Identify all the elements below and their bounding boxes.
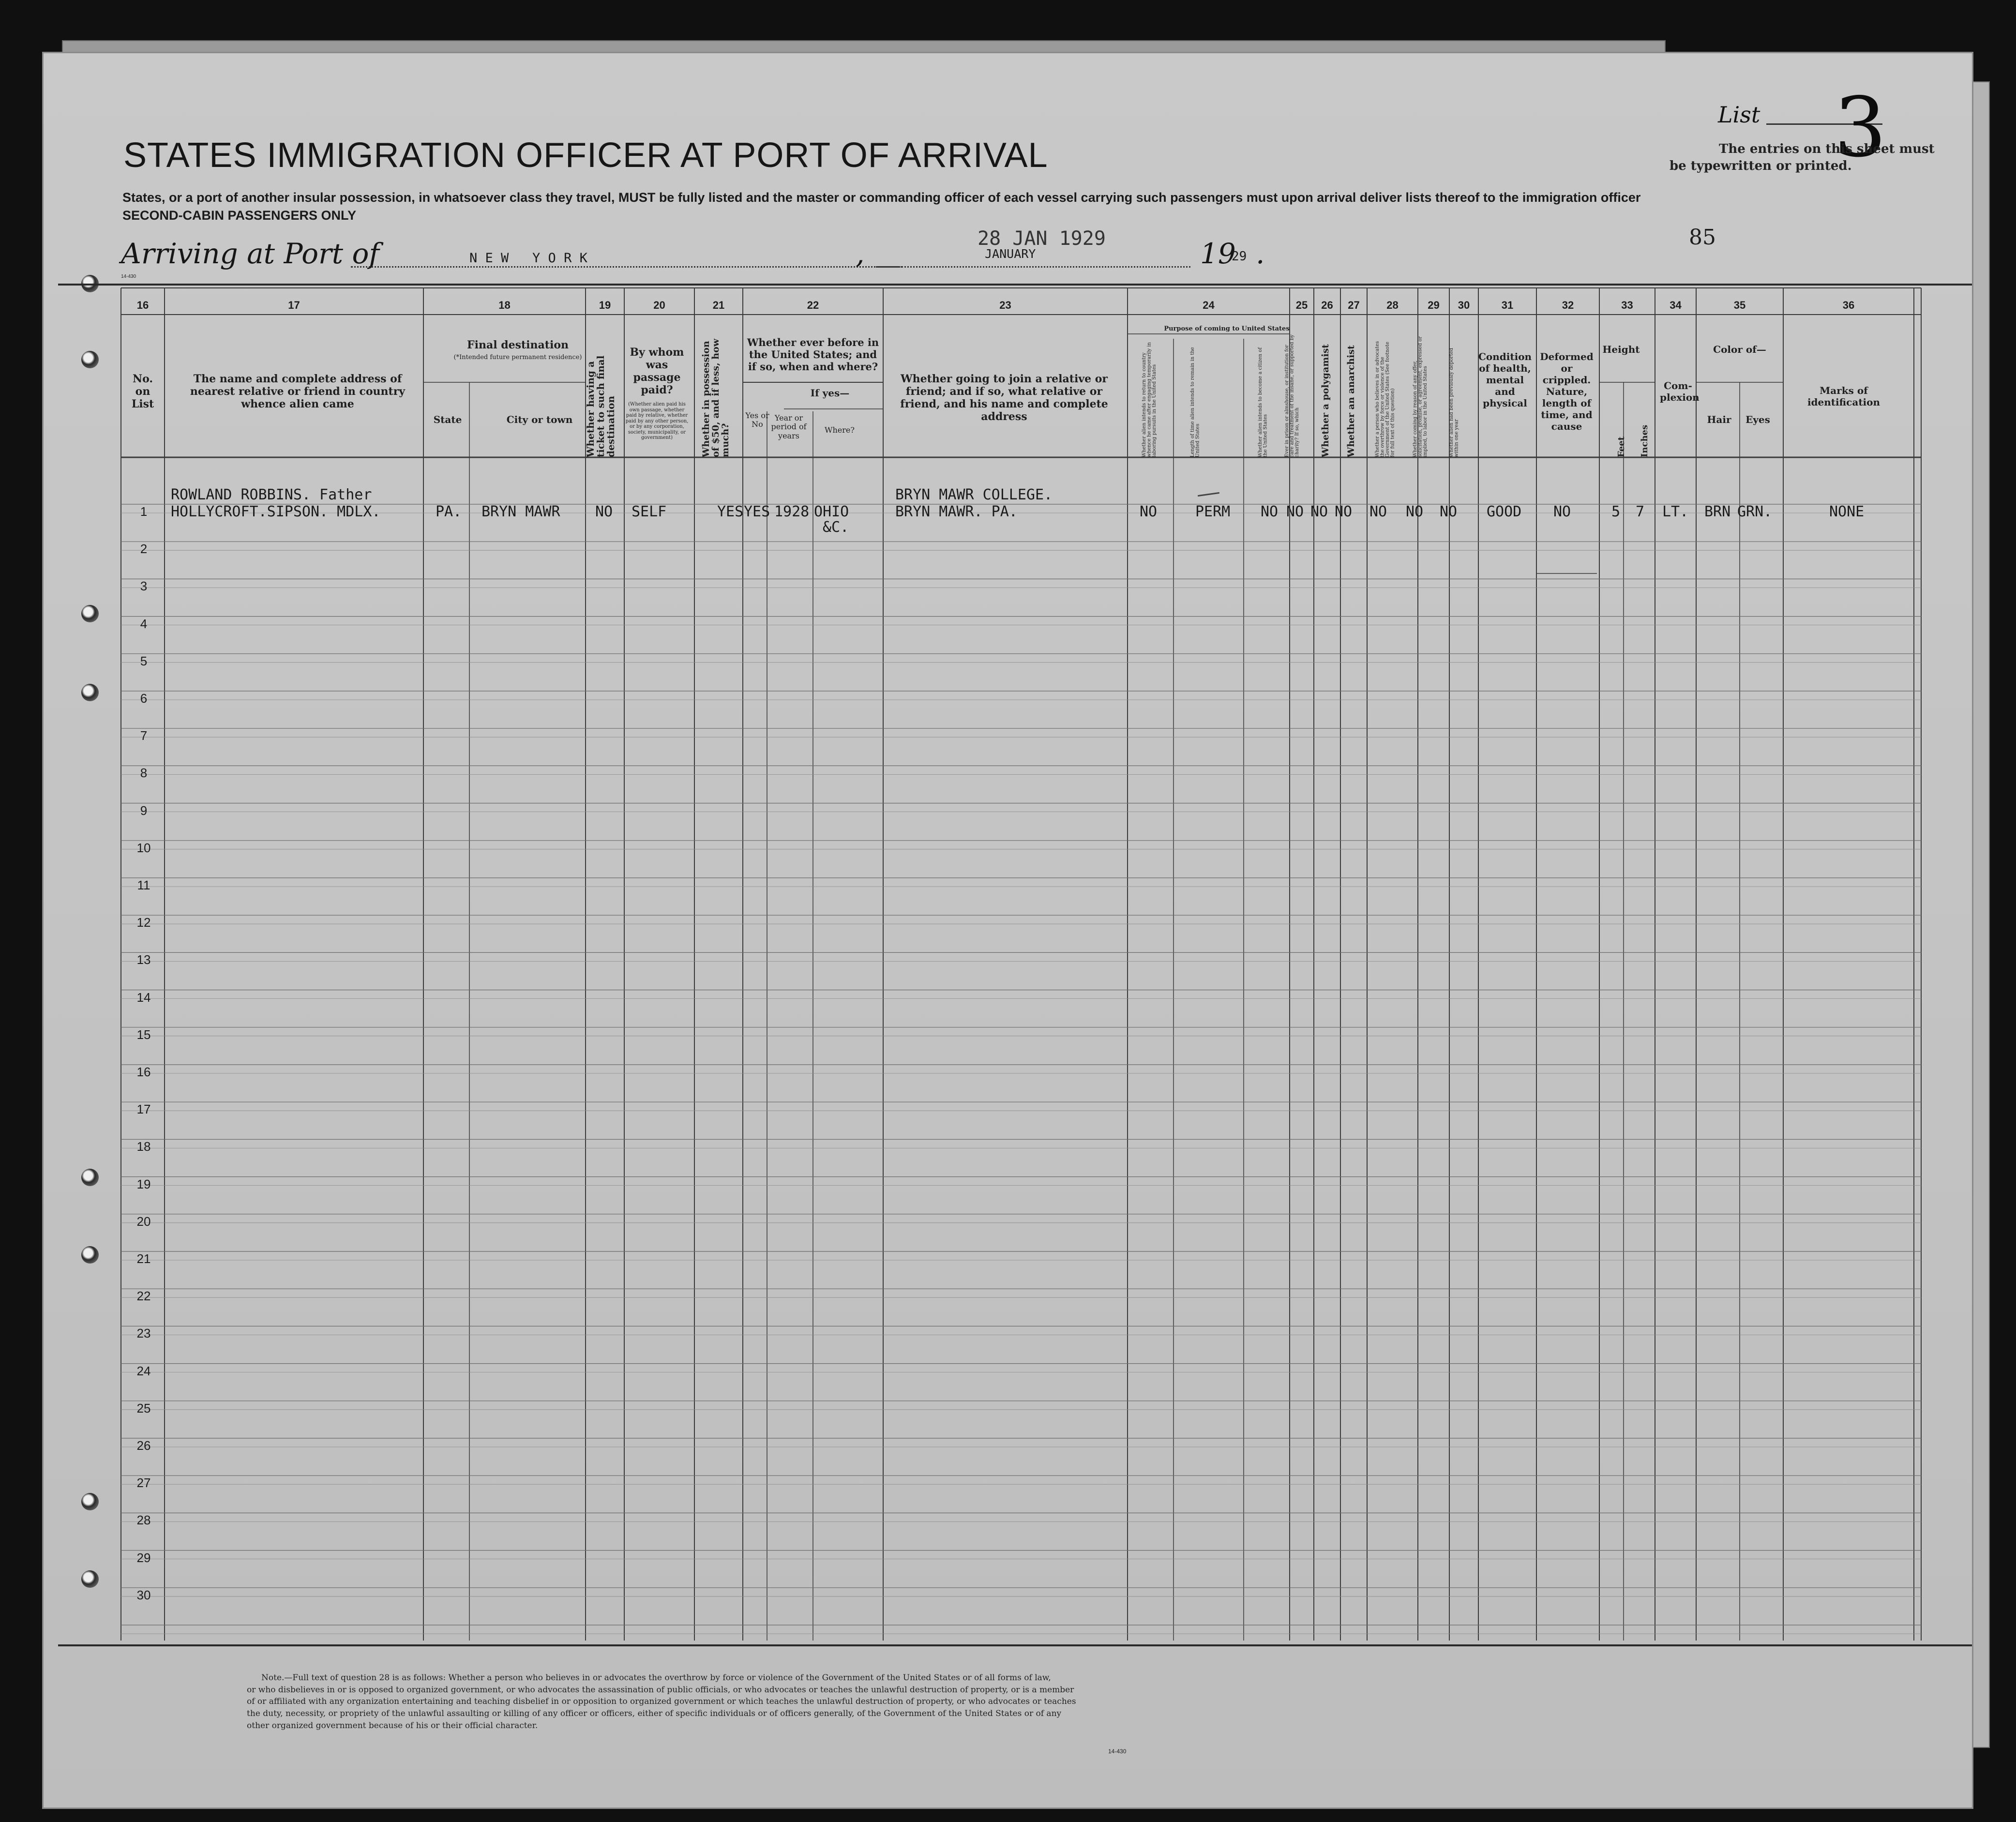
- complexion-value: LT.: [1662, 503, 1689, 520]
- column-number: 30: [1458, 299, 1470, 311]
- row-number: 24: [136, 1363, 151, 1378]
- footnote-line-5: other organized government because of his or their official character.: [247, 1720, 538, 1731]
- column-number: 19: [599, 299, 611, 311]
- header-col27: Whether an anarchist: [1346, 345, 1356, 457]
- footnote-line-3: of or affiliated with any organization entertaining and teaching disbelief in or opposition to organized government or which teaches the unlawful destruction of property, or who advocates or teaches: [247, 1697, 1076, 1707]
- column-number: 34: [1670, 299, 1682, 311]
- year-period: .: [1256, 237, 1265, 270]
- header-col24-b: Length of time alien intends to remain in the United States: [1190, 347, 1201, 457]
- hair-value: BRN: [1704, 503, 1731, 520]
- row-number: 20: [136, 1214, 151, 1229]
- row-number: 13: [136, 952, 151, 967]
- header-col22-year: Year or period of years: [771, 413, 807, 440]
- arriving-label: Arriving at Port of: [121, 237, 379, 270]
- column-number: 22: [807, 299, 819, 311]
- column-number: 26: [1321, 299, 1333, 311]
- header-col33-feet: Feet: [1616, 436, 1626, 457]
- marks-value: NONE: [1829, 503, 1865, 520]
- column-number: 33: [1621, 299, 1633, 311]
- column-number: 25: [1295, 299, 1308, 311]
- row-number: 3: [140, 579, 148, 594]
- list-number: 3: [1834, 80, 1887, 176]
- header-col33-inches: Inches: [1640, 424, 1650, 457]
- header-col35-hair: Hair: [1707, 414, 1731, 425]
- row-number: 15: [136, 1027, 151, 1042]
- column-number: 18: [498, 299, 511, 311]
- manifest-grid: [44, 53, 1972, 1807]
- port-name: N E W Y O R K: [469, 251, 587, 266]
- row-number: 21: [136, 1251, 151, 1266]
- header-col35-eyes: Eyes: [1745, 414, 1770, 425]
- money-value: YES: [717, 503, 744, 520]
- column-number: 29: [1428, 299, 1440, 311]
- before-where-line-2: &C.: [823, 519, 849, 536]
- row-number: 26: [136, 1438, 151, 1453]
- row-number: 6: [140, 691, 148, 706]
- form-subtitle: States, or a port of another insular possession, in whatsoever class they travel, MUST be fully listed and the master or commanding officer of each vessel carrying such passengers must upon arrival deliver lists thereof to the immigration officer: [122, 190, 1641, 205]
- row-number: 1: [140, 504, 148, 519]
- header-col29: Whether coming by reason of any offer, solicitation, promise, or agreement, expressed or implied, to labor in the United States: [1413, 336, 1428, 457]
- joining-line-2: BRYN MAWR. PA.: [895, 503, 1018, 520]
- row-number: 12: [136, 915, 151, 930]
- overthrow-value: NO: [1369, 503, 1387, 520]
- header-col22-head: Whether ever before in the United States; and if so, when and where?: [747, 336, 879, 373]
- header-col24-head: Purpose of coming to United States: [1164, 325, 1290, 332]
- row-number: 19: [136, 1176, 151, 1191]
- row-number: 29: [136, 1550, 151, 1565]
- row-number: 7: [140, 728, 148, 743]
- row-number: 4: [140, 616, 148, 631]
- destination-city: BRYN MAWR: [481, 503, 560, 520]
- list-label: List: [1718, 102, 1760, 128]
- before-yes-value: YES: [744, 503, 770, 520]
- row-number: 11: [137, 878, 150, 892]
- date-typed: JANUARY: [985, 247, 1036, 261]
- column-number: 21: [712, 299, 725, 311]
- row-number: 23: [136, 1326, 151, 1341]
- header-col22-ifyes: If yes—: [810, 387, 850, 399]
- joining-line-1: BRYN MAWR COLLEGE.: [895, 486, 1053, 503]
- header-col20-head: By whom was passage paid?: [630, 346, 684, 396]
- header-col31: Condition of health, mental and physical: [1478, 351, 1532, 409]
- relative-address-line-2: HOLLYCROFT.SIPSON. MDLX.: [171, 503, 381, 520]
- column-number: 32: [1562, 299, 1574, 311]
- header-col17: The name and complete address of nearest relative or friend in country whence alien came: [190, 373, 406, 410]
- row-number: 8: [140, 766, 148, 781]
- column-number: 36: [1842, 299, 1855, 311]
- before-year-value: 1928: [774, 503, 810, 520]
- header-col18-note: (*Intended future permanent residence): [453, 354, 582, 361]
- instruction-line-2: be typewritten or printed.: [1670, 159, 1852, 173]
- purpose-return-value: NO: [1140, 503, 1158, 520]
- height-feet-value: 5: [1611, 503, 1621, 520]
- footnote: [247, 1672, 1239, 1732]
- header-col28: Whether a person who believes in or advocates the overthrow by force or violence of the Government of the United States (See footnote for full text of this question): [1375, 341, 1396, 457]
- row-number: 25: [136, 1400, 151, 1415]
- column-number: 16: [136, 299, 149, 311]
- header-col18-top: Final destination: [467, 339, 569, 351]
- column-number: 24: [1203, 299, 1215, 311]
- header-col25: Ever in prison or almshouse, or institution for care and treatment of the insane, or supported by charity? If so, which: [1284, 334, 1300, 457]
- header-col24-a: Whether alien intends to return to country whence he came after engaging temporarily in laboring pursuits in the United States: [1142, 342, 1157, 457]
- deported-value: NO: [1440, 503, 1458, 520]
- header-col35: Color of—: [1713, 344, 1766, 355]
- row-number: 17: [136, 1102, 151, 1117]
- footnote-line-1: Note.—Full text of question 28 is as follows: Whether a person who believes in or advocates the overthrow by force or violence of the Government of the United States or of all forms of law,: [261, 1673, 1051, 1683]
- cabin-class-label: SECOND-CABIN PASSENGERS ONLY: [122, 208, 357, 223]
- header-col23: Whether going to join a relative or friend; and if so, what relative or friend, and his name and complete address: [900, 373, 1108, 423]
- row-number: 18: [136, 1139, 151, 1154]
- deformed-value: NO: [1553, 503, 1571, 520]
- destination-state: PA.: [436, 503, 462, 520]
- form-code-bottom: 14-430: [1108, 1748, 1127, 1755]
- header-col19: Whether having a ticket to such final destination: [585, 355, 617, 457]
- header-col36: Marks of identification: [1807, 385, 1881, 408]
- header-col18-city: City or town: [506, 414, 573, 425]
- column-number: 23: [999, 299, 1011, 311]
- row-number: 28: [136, 1513, 151, 1528]
- column-number: 28: [1386, 299, 1399, 311]
- header-col30: Whether alien had been previously deported within one year: [1449, 347, 1459, 457]
- header-col22-where: Where?: [825, 425, 855, 435]
- row-number: 9: [140, 803, 148, 818]
- ticket-value: NO: [595, 503, 613, 520]
- column-number: 27: [1348, 299, 1360, 311]
- column-number: 20: [653, 299, 665, 311]
- header-col33: Height: [1602, 344, 1640, 355]
- form-code-top: 14-430: [121, 274, 136, 279]
- header-col18-state: State: [433, 414, 462, 425]
- before-where-line-1: OHIO: [814, 503, 849, 520]
- health-value: GOOD: [1487, 503, 1522, 520]
- column-number: 31: [1501, 299, 1514, 311]
- column-number: 17: [288, 299, 300, 311]
- comma-1: ,: [856, 237, 865, 270]
- header-col22-yesno: Yes or No: [745, 411, 769, 429]
- row-number: 16: [136, 1065, 151, 1079]
- instruction-line-1: The entries on this sheet must: [1719, 142, 1935, 156]
- year-suffix: 29: [1232, 249, 1247, 264]
- row-number: 10: [136, 840, 151, 855]
- immigration-manifest-page: [44, 53, 1972, 1807]
- row-number: 2: [140, 542, 148, 557]
- header-col20-note: (Whether alien paid his own passage, whether paid by relative, whether paid by any other person, or by any corporation, society, municipality, or government): [625, 402, 689, 440]
- length-of-stay-value: PERM: [1195, 503, 1231, 520]
- labor-offer-value: NO: [1406, 503, 1424, 520]
- height-inches-value: 7: [1636, 503, 1645, 520]
- row-number: 22: [136, 1289, 151, 1304]
- citizen-value: NO: [1261, 503, 1279, 520]
- page-title: STATES IMMIGRATION OFFICER AT PORT OF ARRIVAL: [123, 136, 1048, 175]
- relative-address-line-1: ROWLAND ROBBINS. Father: [171, 486, 372, 503]
- footnote-line-2: or who disbelieves in or is opposed to organized government, or who advocates the assassination of public officials, or who advocates or teaches the unlawful destruction of property, or is a member: [247, 1685, 1074, 1695]
- header-col34: Com- plexion: [1660, 380, 1700, 403]
- header-col26: Whether a polygamist: [1320, 344, 1331, 457]
- year-prefix: 19: [1200, 237, 1236, 270]
- header-col16: No. on List: [131, 373, 154, 410]
- row-number: 5: [140, 653, 148, 668]
- date-stamp: 28 JAN 1929: [978, 227, 1106, 250]
- footnote-line-4: the duty, necessity, or propriety of the unlawful assaulting or killing of any officer or officers, either of specific individuals or of officers generally, of the Government of the United States or of any: [247, 1708, 1062, 1718]
- row-number: 27: [136, 1476, 151, 1491]
- row-number: 14: [136, 990, 151, 1005]
- polygamist-value: NO: [1310, 503, 1328, 520]
- column-number: 35: [1733, 299, 1746, 311]
- prison-value: NO: [1286, 503, 1304, 520]
- eyes-value: GRN.: [1737, 503, 1773, 520]
- header-col24-c: Whether alien intends to become a citizen of the United States: [1258, 347, 1268, 457]
- sheet-number: 85: [1689, 225, 1716, 250]
- passage-paid-value: SELF: [632, 503, 667, 520]
- header-col21: Whether in possession of $50, and if less, how much?: [701, 338, 731, 457]
- header-col32: Deformed or crippled. Nature, length of time, and cause: [1540, 351, 1594, 432]
- row-number: 30: [136, 1587, 151, 1602]
- anarchist-value: NO: [1335, 503, 1353, 520]
